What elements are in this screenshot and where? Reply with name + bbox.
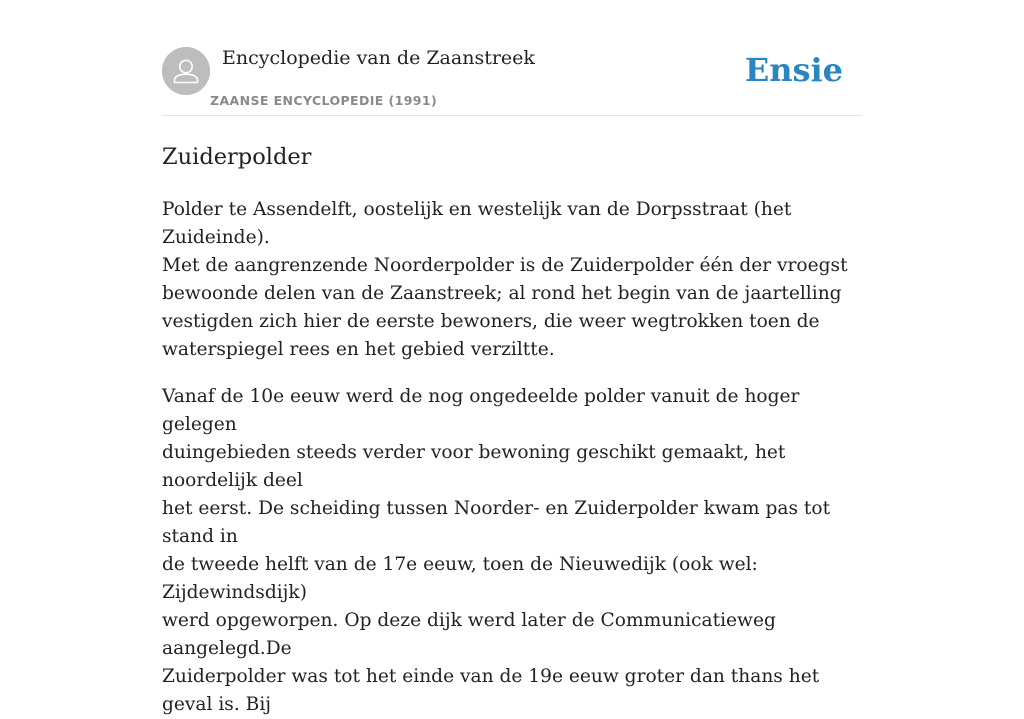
paragraph-line: Polder te Assendelft, oostelijk en westelijk van de Dorpsstraat (het Zuideinde). xyxy=(162,199,792,248)
paragraph-line: werd opgeworpen. Op deze dijk werd later de Communicatieweg aangelegd.De xyxy=(162,610,776,659)
paragraph-line: de tweede helft van de 17e eeuw, toen de Nieuwedijk (ook wel: Zijdewindsdijk) xyxy=(162,554,758,603)
brand-logo[interactable]: Ensie xyxy=(744,51,843,89)
paragraph-line: het eerst. De scheiding tussen Noorder- en Zuiderpolder kwam pas tot stand in xyxy=(162,498,831,547)
user-icon xyxy=(162,47,210,95)
paragraph-line: Met de aangrenzende Noorderpolder is de Zuiderpolder één der vroegst xyxy=(162,255,848,276)
source-subtitle: ZAANSE ENCYCLOPEDIE (1991) xyxy=(210,93,438,108)
article-title: Zuiderpolder xyxy=(162,144,312,170)
content-container xyxy=(162,0,862,719)
paragraph-line: bewoonde delen van de Zaanstreek; al rond het begin van de jaartelling xyxy=(162,283,842,304)
paragraph-line: Zuiderpolder was tot het einde van de 19e eeuw groter dan thans het geval is. Bij xyxy=(162,666,820,715)
paragraph-line: duingebieden steeds verder voor bewoning geschikt gemaakt, het noordelijk deel xyxy=(162,442,786,491)
source-header xyxy=(162,0,862,116)
source-title[interactable]: Encyclopedie van de Zaanstreek xyxy=(222,47,535,69)
paragraph-line: vestigden zich hier de eerste bewoners, die weer wegtrokken toen de xyxy=(162,311,820,332)
article-paragraph xyxy=(162,196,862,364)
avatar[interactable] xyxy=(162,47,210,95)
paragraph-line: waterspiegel rees en het gebied verziltte. xyxy=(162,339,555,360)
article-body xyxy=(162,196,862,719)
article-paragraph xyxy=(162,383,862,719)
paragraph-line: Vanaf de 10e eeuw werd de nog ongedeelde polder vanuit de hoger gelegen xyxy=(162,386,800,435)
